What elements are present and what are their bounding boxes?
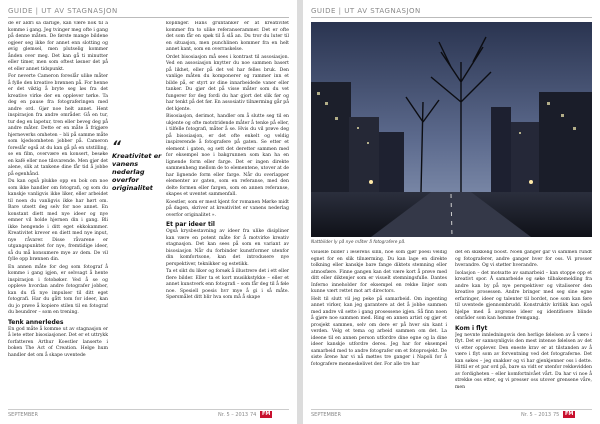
pull-quote-text: Kreativitet er vanens nederlag overfor originalitet	[112, 152, 162, 192]
left-footer-issue: Nr. 5 – 2013	[218, 412, 249, 418]
right-running-header: GUIDE | UT AV STAGNASJON	[311, 5, 592, 18]
paragraph: En annen måte for deg som fotograf å komme i gang igjen, er selvsagt å hente inspirasjon i fotobøker. Ved å se og oppleve hvordan andre fotografer jobber, kan du få nye impulser til ditt eget fotografi. Har du gått tom for ideer, kan du jo prøve å kopiere stilen til en fotograf du beundrer – som en trening.	[8, 264, 108, 315]
right-col2-heading: Kom i flyt	[455, 324, 488, 332]
paragraph: Jeg nevnte innledningsvis den herlige følelsen av å være i flyt. Det er sannsynligvis den mest intense følelsen av det vi etter opplever. Den eneste krav er at tilstanden av å være i flyt som av forventning ved det fotograferne. Det kan søkes – jeg snakker og vi har gjenkjenner oss i dette. Hittil er et par ord på, bare sa vidt er utenfor rekkevidden av fordigheten – eller komfortnivået vårt. Da har vi noe å strekke oss etter, og vi presser oss utover grensene våre, men	[455, 332, 592, 390]
paragraph: Ordet bisosiasjon må sees i kontrast til assosiasjon. Ved en assosiasjon knytter du noe sammen basert på likhet, eller på det vel har felles bruk. Den vanlige måten du komponerer og rammer inn et bilde på, er styrt av dine innarbeidede vaner eller tanker. Du gjør det på visse måter som du vet fungerer for deg fordi du har gjort det slik før og har tenkt på det før. En assosiativ tilnærming går på det kjente.	[166, 54, 289, 112]
paragraph: Også krysbestavning av ideer fra ulike disipliner kan være en potent måte for å motvirke kreativ stagnasjon. Det kan sees på som en variant av bisosiasjon Når du forbinder kunstformer utenfor din komfortsone, kan det introdusere nye perspektiver, teknikker og estetikk.	[166, 229, 289, 267]
right-col1-body	[311, 250, 447, 368]
photo-caption: Nattbilder ly på nye måter å fotografere på.	[311, 240, 406, 245]
paragraph: Bisosiasjon, derimot, handler om å slutte seg til en ukjente og ofte motstridende måter å tenke på eller, i tilfelle fotografi, måter å se. Hvis du vil prøve deg på bisosiasjon, er det ofte enkelt og veldig inspirerende å fotografere på gaten. Se etter et element i gaten, og sett det deretter sammen med for eksempel noe i bakgrunnen som kan ha en lignende form eller farge. Det er ingen direkte sammenheng mellom de to elementene, utover at de har lignende form eller farge. Når du overlapper elementer av gaten, som en referanse, med den delte formen eller fargen, som en annen referanse, skapes et uventet sammenfall.	[166, 114, 289, 197]
paragraph: Ta et sikt du liker og forsøk å illustrere det i ett eller flere bilder. Eller ta et kort musikkstykke – eller et annet kunstverk enn fotografi – som får deg til å føle noe. Spesiell poesis hvr mye å gi i så måte. Spørsmålet ditt blir hva som må å skape	[166, 269, 289, 300]
right-column-1	[311, 250, 447, 410]
paragraph: Isolasjon – det motsatte av samarbeid – kan stoppe opp et kreativt spor. Å samarbeide og søke tilbakemelding fra andre kan by på nye perspektiver og vitaliserer den kreative prosessen. Andre bringer med seg sine egne erfaringer, ideer og talenter til bordet, noe som kan føre til uventede gjennombrudd. Konstruktiv kritikk kan også hjelpe med å avgrense ideer og identifisere blinde områder som kan hemme fremgang.	[455, 270, 592, 321]
left-col2-heading: Et par ideer til	[166, 221, 215, 228]
night-city-photo-svg	[311, 22, 592, 237]
night-city-photo	[311, 22, 592, 237]
paragraph: det en skikkelig boost. Noen ganger går vi sammen rundt og fotograferer, andre ganger hver for oss. Vi prosser hverandre. Og vi støtter hverandre.	[455, 250, 592, 268]
left-col1-after	[8, 327, 108, 360]
paragraph: de er aldri så dårlige, kan være nok til å komme i gang. Jeg tvinger meg ofte i gang på denne måten. De første mange bildene ogjeer seg ikke for annet enn slotting og øvig glemsel, men plutselig kommer ånden over meg. Det kan gå ti minutter eller timer, men som oftest løsner det på et eller annet tidspunkt.	[8, 21, 108, 72]
paragraph: visuelle bilder i leserens sinn, noe som gjør poesi veldig egnet for en slik tilnærming. Du kan lage en direkte tolkning eller kanskje bare fange diktets stemning eller atmosfære. Finne gangen kan det være kort å prøve med ditt eller diktenjer som er visuelt stemningsfulle. Dantes Inferno inneholder for eksempel en rekke linjer som kunne vært rettet mot art directors.	[311, 250, 447, 294]
left-col2-body	[166, 21, 289, 219]
left-footer	[8, 409, 289, 420]
right-col2-body	[455, 250, 592, 323]
left-column-2	[166, 21, 289, 409]
quote-mark-icon: “	[112, 139, 122, 155]
left-col1-heading: Tenk annerledes	[8, 318, 64, 326]
right-col2-after	[455, 333, 592, 392]
left-footer-page: 74	[250, 412, 257, 418]
right-footer-month: SEPTEMBER	[311, 412, 341, 418]
magazine-logo: FM	[262, 411, 271, 417]
paragraph: koplinger. Hans gruntanker er at kreativitet kommer fra to ulike referanserammer. Det er ofte det som får en spøk til å slå an. Du tror du luter til en situasjon, men punchlinen kommer fra en helt annet kant, som en overraskelse.	[166, 21, 289, 52]
paragraph: Koestler, som er mest kjent for romanen Mørke midt på dagen, skriver at kreativitet er vanens nederlag overfor originalitet ».	[166, 199, 289, 218]
left-column-1	[8, 21, 108, 409]
right-footer-page: 75	[553, 412, 560, 418]
right-footer-issue: Nr. 5 – 2013	[521, 412, 552, 418]
left-running-header: GUIDE | UT AV STAGNASJON	[8, 5, 289, 18]
left-col2-after	[166, 229, 289, 302]
right-column-2	[455, 250, 592, 410]
paragraph: For neverte Cameron foreslår ulike måter å fylle den kreative brønnen på. For henne er det viktig å bryte seg løs fra det kreative virke der en opplever tørke. Ta deg en pause fra fotograferingen med andre ord. Gjør noe helt annet. Hent inspirasjon fra andre områder. Gå en tur, tur deg en lapetur, tren eller beveg deg på andre måter. Dette er en måte å frigjøre hjerneverks omheten – bli på samme måte som kjedsomheten jobber på. Cameron foreslår også at du kan gå på en utstilling, se en film, overvære en konsert, besøke en kafé eller noe tilsvarende. Men gjør det alene, slik at tankene dine får tid å jobbe på egenhånd.	[8, 74, 108, 177]
pull-quote	[112, 139, 162, 192]
right-page	[303, 0, 600, 424]
right-footer	[311, 409, 592, 420]
left-page	[0, 0, 297, 424]
paragraph: En god måte å komme ut av stagnasjon er å lete etter bisosiasjoner. Det er et uttrykk forfatteren Arthur Koestler lanserte i boken The Act of Creation. Helge hum handler det om å skape uventede	[8, 326, 108, 358]
paragraph: Helt til slutt vil jeg peke på samarbeid. Om ingenting annet virker, kan jeg garantere at det å jobbe sammen med andre vil sette i gang prosessene igjen. Så finn noen å gjøre noe sammen med. Ring en annen artist og gjør et prosjekt sammen, selv om dere er på hver sin kant i verden. Velg et tema og arbeid sammen om det. La ideene til en annen person utfordre dine egne og la dine ideer kanskje utfordre deres. Jeg har for eksempel samarbeid med to andre fotografer om et fotoprosjekt. De siste årene har vi nå møttes tre ganger i Napoli for å fotografere menneskelivet der. For alle tre har	[311, 296, 447, 367]
magazine-logo-right: FM	[565, 411, 574, 417]
paragraph: Du kan også plukke opp en bok om noe som ikke handler om fotografi, og som du kanskje vanligvis ikke liker, eller arbeidet til noen du vanligvis ikke har hørt om. Bare utsett deg selv for noe annet. En konstant diett med nye ideer og nye emner vil holde hjernen din i gang. Bli ikke hengende i ditt eget ekkokammer. Kreativitet krever en diett med nye input, nye råvarer. Disse råvarene er utgangspunktet for nye, fremtidige ideer, så du må konsumere mye av dem. De vil fylle opp brønnen din.	[8, 179, 108, 262]
left-footer-month: SEPTEMBER	[8, 412, 38, 418]
left-col1-body	[8, 21, 108, 317]
